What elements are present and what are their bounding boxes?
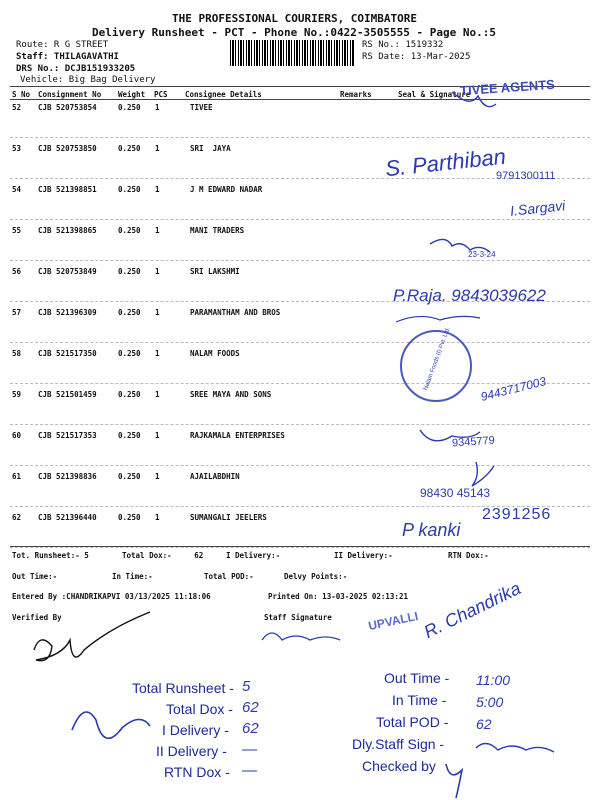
sig-62: P kanki — [402, 520, 461, 540]
row-consignment: CJB 521517353 — [38, 431, 97, 440]
row-pcs: 1 — [155, 103, 160, 112]
tot-dox: Total Dox:- 62 — [122, 551, 204, 560]
row-weight: 0.250 — [118, 513, 141, 522]
phone-59: 9443717003 — [479, 374, 548, 404]
col-sno: S No — [12, 90, 31, 99]
row-pcs: 1 — [155, 185, 160, 194]
row-consignee: RAJKAMALA ENTERPRISES — [190, 431, 285, 440]
summary-left-value: 62 — [242, 699, 259, 716]
staff-label: Staff: THILAGAVATHI — [16, 52, 119, 62]
row-weight: 0.250 — [118, 144, 141, 153]
row-weight: 0.250 — [118, 308, 141, 317]
row-consignee: MANI TRADERS — [190, 226, 245, 235]
phone-61: 98430 45143 — [420, 486, 491, 500]
row-pcs: 1 — [155, 144, 160, 153]
summary-left-value: 62 — [242, 720, 259, 737]
total-pod: Total POD:- — [204, 572, 254, 581]
summary-left-value: 5 — [242, 678, 251, 695]
sig-57: P.Raja. 9843039622 — [393, 286, 546, 305]
row-divider — [10, 424, 590, 425]
summary-left-label: I Delivery - — [162, 722, 229, 738]
row-weight: 0.250 — [118, 185, 141, 194]
row-sno: 61 — [12, 472, 22, 481]
in-time: In Time:- — [112, 572, 153, 581]
row-consignee: TIVEE — [190, 103, 213, 112]
col-remarks: Remarks — [340, 90, 372, 99]
company-title: THE PROFESSIONAL COURIERS, COIMBATORE — [172, 12, 418, 25]
summary-right-label: In Time - — [392, 692, 447, 708]
summary-left-label: RTN Dox - — [164, 764, 230, 780]
runsheet-subtitle: Delivery Runsheet - PCT - Phone No.:0422-3505555 - Page No.:5 — [92, 26, 496, 39]
row-consignment: CJB 521398851 — [38, 185, 97, 194]
row-pcs: 1 — [155, 390, 160, 399]
sig-footer: R. Chandrika — [420, 578, 524, 643]
summary-left-label: II Delivery - — [156, 743, 227, 759]
phone-60: 9345779 — [451, 434, 496, 450]
summary-right-label: Checked by — [362, 758, 436, 774]
row-consignment: CJB 520753850 — [38, 144, 97, 153]
row-consignee: SRI JAYA — [190, 144, 231, 153]
row-divider — [10, 465, 590, 466]
row-consignee: J M EDWARD NADAR — [190, 185, 263, 194]
totals-divider — [10, 546, 590, 547]
row-consignment: CJB 520753854 — [38, 103, 97, 112]
tot-rtn: RTN Dox:- — [448, 551, 489, 560]
row-consignee: AJAILABDHIN — [190, 472, 240, 481]
entered-by: Entered By :CHANDRIKAPVI 03/13/2025 11:18:06 — [12, 592, 211, 601]
row-pcs: 1 — [155, 513, 160, 522]
row-consignment: CJB 521398865 — [38, 226, 97, 235]
row-pcs: 1 — [155, 349, 160, 358]
row-sno: 53 — [12, 144, 22, 153]
staff-signature-label: Staff Signature — [264, 613, 332, 622]
row-divider — [10, 260, 590, 261]
summary-right-label: Total POD - — [376, 714, 449, 730]
row-consignee: SUMANGALI JEELERS — [190, 513, 267, 522]
row-consignment: CJB 521396309 — [38, 308, 97, 317]
row-consignment: CJB 521398836 — [38, 472, 97, 481]
sig-56-date: 23-3-24 — [468, 250, 496, 259]
delvy-points: Delvy Points:- — [284, 572, 348, 581]
row-sno: 57 — [12, 308, 22, 317]
row-pcs: 1 — [155, 472, 160, 481]
summary-right-label: Dly.Staff Sign - — [352, 736, 445, 752]
row-sno: 52 — [12, 103, 22, 112]
row-sno: 62 — [12, 513, 22, 522]
col-signature: Seal & Signature — [398, 90, 471, 99]
row-consignee: SRI LAKSHMI — [190, 267, 240, 276]
ink-stroke-58 — [396, 316, 480, 322]
row-divider — [10, 342, 590, 343]
sig-54: I.Sargavi — [509, 197, 566, 219]
row-pcs: 1 — [155, 431, 160, 440]
row-divider — [10, 547, 590, 548]
summary-left-label: Total Runsheet - — [132, 680, 234, 696]
summary-right-value: 5:00 — [476, 694, 504, 710]
vehicle-label: Vehicle: Big Bag Delivery — [20, 75, 156, 85]
barcode — [230, 40, 354, 66]
row-divider — [10, 219, 590, 220]
col-weight: Weight — [118, 90, 146, 99]
row-divider — [10, 137, 590, 138]
tot-i-delivery: I Delivery:- — [226, 551, 281, 560]
header-divider-bottom — [10, 99, 590, 100]
tot-runsheet: Tot. Runsheet:- 5 — [12, 551, 89, 560]
stamp-tivee: TIVEE AGENTS — [459, 76, 556, 99]
sig-53: S. Parthiban — [383, 143, 508, 182]
tot-ii-delivery: II Delivery:- — [334, 551, 393, 560]
num-62: 2391256 — [482, 506, 552, 523]
row-sno: 54 — [12, 185, 22, 194]
summary-right-value: 11:00 — [476, 672, 510, 688]
summary-left-value: — — [242, 762, 257, 779]
verified-by: Verified By — [12, 613, 62, 622]
ink-staff-sig — [262, 633, 340, 640]
ink-checked-sig — [446, 764, 462, 798]
row-consignee: NALAM FOODS — [190, 349, 240, 358]
row-weight: 0.250 — [118, 390, 141, 399]
row-weight: 0.250 — [118, 226, 141, 235]
ink-left-sig — [72, 712, 150, 738]
drs-label: DRS No.: DCJB151933205 — [16, 64, 136, 74]
summary-left-label: Total Dox - — [166, 701, 233, 717]
row-sno: 58 — [12, 349, 22, 358]
rs-no: RS No.: 1519332 — [362, 40, 444, 50]
row-weight: 0.250 — [118, 349, 141, 358]
row-weight: 0.250 — [118, 103, 141, 112]
row-pcs: 1 — [155, 308, 160, 317]
row-weight: 0.250 — [118, 431, 141, 440]
ink-dly-staff-sig — [476, 743, 554, 752]
row-weight: 0.250 — [118, 472, 141, 481]
row-consignment: CJB 521501459 — [38, 390, 97, 399]
route-label: Route: R G STREET — [16, 40, 109, 50]
row-consignment: CJB 520753849 — [38, 267, 97, 276]
row-sno: 56 — [12, 267, 22, 276]
printed-on: Printed On: 13-03-2025 02:13:21 — [268, 592, 408, 601]
row-pcs: 1 — [155, 267, 160, 276]
row-consignee: SREE MAYA AND SONS — [190, 390, 272, 399]
col-consignment: Consignment No — [38, 90, 102, 99]
phone-54: 9791300111 — [496, 170, 556, 182]
rs-date: RS Date: 13-Mar-2025 — [362, 52, 471, 62]
row-weight: 0.250 — [118, 267, 141, 276]
stamp-nalam-text: Nalam Foods (I) Pvt. Ltd. — [423, 326, 452, 392]
summary-right-value: 62 — [476, 716, 492, 732]
row-consignee: PARAMANTHAM AND BROS — [190, 308, 281, 317]
stamp-footer: UPVALLI — [367, 608, 420, 634]
row-pcs: 1 — [155, 226, 160, 235]
row-sno: 59 — [12, 390, 22, 399]
out-time: Out Time:- — [12, 572, 58, 581]
summary-left-value: — — [242, 741, 257, 758]
row-consignment: CJB 521396440 — [38, 513, 97, 522]
row-sno: 55 — [12, 226, 22, 235]
col-pcs: PCS — [154, 90, 168, 99]
col-consignee: Consignee Details — [185, 90, 262, 99]
summary-right-label: Out Time - — [384, 670, 450, 686]
row-sno: 60 — [12, 431, 22, 440]
row-consignment: CJB 521517350 — [38, 349, 97, 358]
